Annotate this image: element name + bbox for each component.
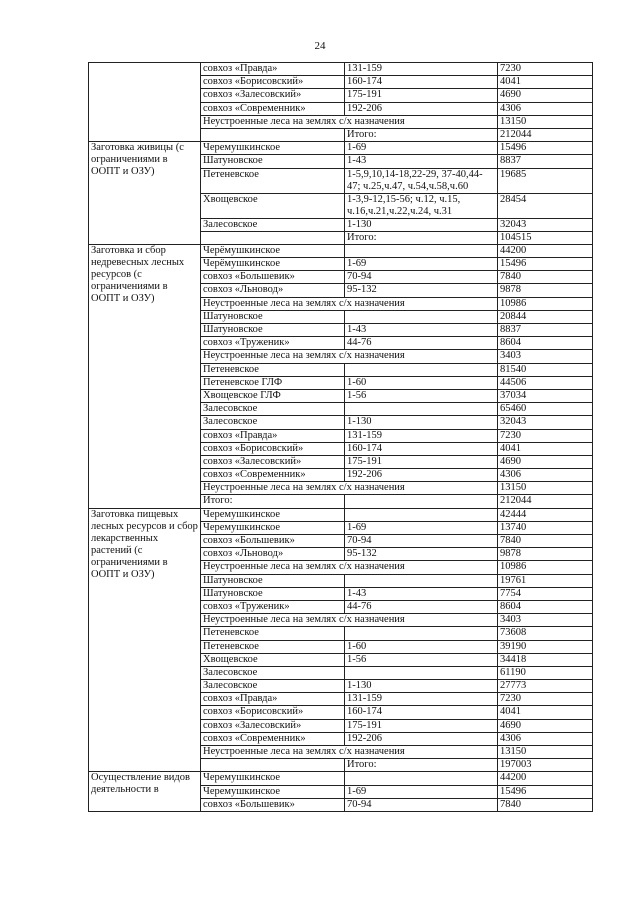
area-cell: 15496	[498, 785, 593, 798]
quarters-cell: 70-94	[345, 798, 498, 811]
name-cell: Залесовское	[201, 218, 345, 231]
name-cell: Неустроенные леса на землях с/х назначения	[201, 482, 498, 495]
quarters-cell: 95-132	[345, 284, 498, 297]
quarters-cell	[345, 495, 498, 508]
name-cell: Хвощевское	[201, 193, 345, 218]
name-cell: совхоз «Борисовский»	[201, 442, 345, 455]
area-cell: 28454	[498, 193, 593, 218]
area-cell: 8604	[498, 337, 593, 350]
name-cell: Черемушкинское	[201, 508, 345, 521]
area-cell: 32043	[498, 218, 593, 231]
name-cell: совхоз «Залесовский»	[201, 719, 345, 732]
name-cell: Хвощевское	[201, 653, 345, 666]
name-cell: Черемушкинское	[201, 785, 345, 798]
name-cell: совхоз «Труженик»	[201, 600, 345, 613]
area-cell: 8837	[498, 155, 593, 168]
name-cell: Залесовское	[201, 666, 345, 679]
name-cell: Черемушкинское	[201, 521, 345, 534]
name-cell: Шатуновское	[201, 310, 345, 323]
name-cell: Неустроенные леса на землях с/х назначения	[201, 561, 498, 574]
table-body	[89, 63, 593, 812]
quarters-cell: 192-206	[345, 469, 498, 482]
quarters-cell: 1-60	[345, 376, 498, 389]
area-cell: 3403	[498, 350, 593, 363]
quarters-cell: 1-69	[345, 258, 498, 271]
area-cell: 3403	[498, 614, 593, 627]
name-cell	[201, 759, 345, 772]
name-cell: Черемушкинское	[201, 142, 345, 155]
quarters-cell: 1-43	[345, 324, 498, 337]
quarters-cell: 1-43	[345, 155, 498, 168]
quarters-cell: 175-191	[345, 89, 498, 102]
area-cell: 42444	[498, 508, 593, 521]
name-cell: совхоз «Большевик»	[201, 798, 345, 811]
name-cell: совхоз «Современник»	[201, 469, 345, 482]
name-cell: совхоз «Льновод»	[201, 548, 345, 561]
name-cell: Залесовское	[201, 680, 345, 693]
quarters-cell: 1-56	[345, 653, 498, 666]
name-cell: совхоз «Залесовский»	[201, 89, 345, 102]
name-cell: совхоз «Правда»	[201, 693, 345, 706]
area-cell: 65460	[498, 403, 593, 416]
name-cell: совхоз «Борисовский»	[201, 706, 345, 719]
area-cell: 15496	[498, 142, 593, 155]
quarters-cell: 1-130	[345, 680, 498, 693]
area-cell: 13150	[498, 115, 593, 128]
area-cell: 19761	[498, 574, 593, 587]
forest-use-table	[88, 62, 593, 812]
area-cell: 13150	[498, 482, 593, 495]
quarters-cell: 1-3,9-12,15-56; ч.12, ч.15, ч.16,ч.21,ч.22,ч.24, ч.31	[345, 193, 498, 218]
name-cell: Неустроенные леса на землях с/х назначения	[201, 614, 498, 627]
name-cell: совхоз «Борисовский»	[201, 76, 345, 89]
activity-cell: Заготовка и сбор недревесных лесных ресурсов (с ограничениями в ООПТ и ОЗУ)	[89, 244, 201, 508]
name-cell: Петеневское	[201, 627, 345, 640]
table-row	[89, 508, 593, 521]
name-cell: совхоз «Большевик»	[201, 271, 345, 284]
area-cell: 39190	[498, 640, 593, 653]
quarters-cell: 175-191	[345, 455, 498, 468]
quarters-cell: 70-94	[345, 535, 498, 548]
name-cell: Шатуновское	[201, 155, 345, 168]
name-cell: Петеневское	[201, 640, 345, 653]
name-cell: совхоз «Льновод»	[201, 284, 345, 297]
quarters-cell	[345, 627, 498, 640]
area-cell: 7840	[498, 798, 593, 811]
area-cell: 73608	[498, 627, 593, 640]
quarters-cell: 44-76	[345, 337, 498, 350]
area-cell: 7230	[498, 693, 593, 706]
quarters-cell: 1-5,9,10,14-18,22-29, 37-40,44-47; ч.25,ч.47, ч.54,ч.58,ч.60	[345, 168, 498, 193]
table-row	[89, 244, 593, 257]
area-cell: 4041	[498, 76, 593, 89]
quarters-cell: 160-174	[345, 706, 498, 719]
quarters-cell: 131-159	[345, 693, 498, 706]
activity-cell: Осуществление видов деятельности в	[89, 772, 201, 812]
quarters-cell: 192-206	[345, 102, 498, 115]
name-cell	[201, 231, 345, 244]
area-cell: 20844	[498, 310, 593, 323]
area-cell: 7840	[498, 535, 593, 548]
area-cell: 37034	[498, 389, 593, 402]
area-cell: 10986	[498, 297, 593, 310]
name-cell: Шатуновское	[201, 587, 345, 600]
area-cell: 197003	[498, 759, 593, 772]
quarters-cell	[345, 666, 498, 679]
quarters-cell: Итого:	[345, 231, 498, 244]
quarters-cell: 192-206	[345, 732, 498, 745]
area-cell: 4690	[498, 455, 593, 468]
area-cell: 104515	[498, 231, 593, 244]
quarters-cell	[345, 508, 498, 521]
name-cell: Петеневское	[201, 363, 345, 376]
name-cell	[201, 128, 345, 141]
quarters-cell: 1-43	[345, 587, 498, 600]
area-cell: 15496	[498, 258, 593, 271]
area-cell: 13150	[498, 746, 593, 759]
quarters-cell: 160-174	[345, 76, 498, 89]
area-cell: 7230	[498, 429, 593, 442]
quarters-cell: 160-174	[345, 442, 498, 455]
quarters-cell: 44-76	[345, 600, 498, 613]
quarters-cell: 131-159	[345, 63, 498, 76]
name-cell: Хвощевское ГЛФ	[201, 389, 345, 402]
name-cell: Итого:	[201, 495, 345, 508]
area-cell: 19685	[498, 168, 593, 193]
quarters-cell: 1-69	[345, 521, 498, 534]
quarters-cell: 1-56	[345, 389, 498, 402]
name-cell: Неустроенные леса на землях с/х назначения	[201, 115, 498, 128]
quarters-cell: 1-69	[345, 142, 498, 155]
name-cell: совхоз «Правда»	[201, 429, 345, 442]
name-cell: Петеневское ГЛФ	[201, 376, 345, 389]
area-cell: 4306	[498, 102, 593, 115]
area-cell: 13740	[498, 521, 593, 534]
table-row	[89, 63, 593, 76]
quarters-cell: 1-130	[345, 416, 498, 429]
quarters-cell	[345, 310, 498, 323]
quarters-cell: 1-130	[345, 218, 498, 231]
area-cell: 9878	[498, 548, 593, 561]
area-cell: 8604	[498, 600, 593, 613]
quarters-cell	[345, 244, 498, 257]
area-cell: 4041	[498, 442, 593, 455]
quarters-cell: Итого:	[345, 128, 498, 141]
area-cell: 44200	[498, 772, 593, 785]
area-cell: 7840	[498, 271, 593, 284]
name-cell: Петеневское	[201, 168, 345, 193]
name-cell: Черёмушкинское	[201, 244, 345, 257]
table-row	[89, 142, 593, 155]
name-cell: Шатуновское	[201, 574, 345, 587]
quarters-cell	[345, 772, 498, 785]
area-cell: 44200	[498, 244, 593, 257]
name-cell: совхоз «Правда»	[201, 63, 345, 76]
area-cell: 27773	[498, 680, 593, 693]
quarters-cell	[345, 403, 498, 416]
area-cell: 61190	[498, 666, 593, 679]
area-cell: 10986	[498, 561, 593, 574]
name-cell: совхоз «Залесовский»	[201, 455, 345, 468]
area-cell: 8837	[498, 324, 593, 337]
name-cell: Неустроенные леса на землях с/х назначения	[201, 297, 498, 310]
quarters-cell: 175-191	[345, 719, 498, 732]
quarters-cell	[345, 363, 498, 376]
name-cell: совхоз «Труженик»	[201, 337, 345, 350]
area-cell: 4690	[498, 719, 593, 732]
area-cell: 7230	[498, 63, 593, 76]
name-cell: Черёмушкинское	[201, 258, 345, 271]
quarters-cell: 1-69	[345, 785, 498, 798]
area-cell: 7754	[498, 587, 593, 600]
area-cell: 4690	[498, 89, 593, 102]
name-cell: совхоз «Современник»	[201, 732, 345, 745]
area-cell: 44506	[498, 376, 593, 389]
activity-cell	[89, 63, 201, 142]
name-cell: Неустроенные леса на землях с/х назначения	[201, 350, 498, 363]
activity-cell: Заготовка живицы (с ограничениями в ООПТ и ОЗУ)	[89, 142, 201, 245]
name-cell: Залесовское	[201, 403, 345, 416]
area-cell: 9878	[498, 284, 593, 297]
quarters-cell	[345, 574, 498, 587]
area-cell: 34418	[498, 653, 593, 666]
quarters-cell: Итого:	[345, 759, 498, 772]
name-cell: совхоз «Большевик»	[201, 535, 345, 548]
area-cell: 4306	[498, 732, 593, 745]
area-cell: 4041	[498, 706, 593, 719]
name-cell: Черемушкинское	[201, 772, 345, 785]
area-cell: 212044	[498, 495, 593, 508]
quarters-cell: 131-159	[345, 429, 498, 442]
page-number: 24	[314, 40, 326, 52]
quarters-cell: 95-132	[345, 548, 498, 561]
table-row	[89, 772, 593, 785]
activity-cell: Заготовка пищевых лесных ресурсов и сбор лекарственных растений (с ограничениями в ООПТ и ОЗУ)	[89, 508, 201, 772]
name-cell: Шатуновское	[201, 324, 345, 337]
name-cell: Неустроенные леса на землях с/х назначения	[201, 746, 498, 759]
name-cell: совхоз «Современник»	[201, 102, 345, 115]
area-cell: 4306	[498, 469, 593, 482]
quarters-cell: 70-94	[345, 271, 498, 284]
area-cell: 32043	[498, 416, 593, 429]
area-cell: 81540	[498, 363, 593, 376]
area-cell: 212044	[498, 128, 593, 141]
name-cell: Залесовское	[201, 416, 345, 429]
quarters-cell: 1-60	[345, 640, 498, 653]
